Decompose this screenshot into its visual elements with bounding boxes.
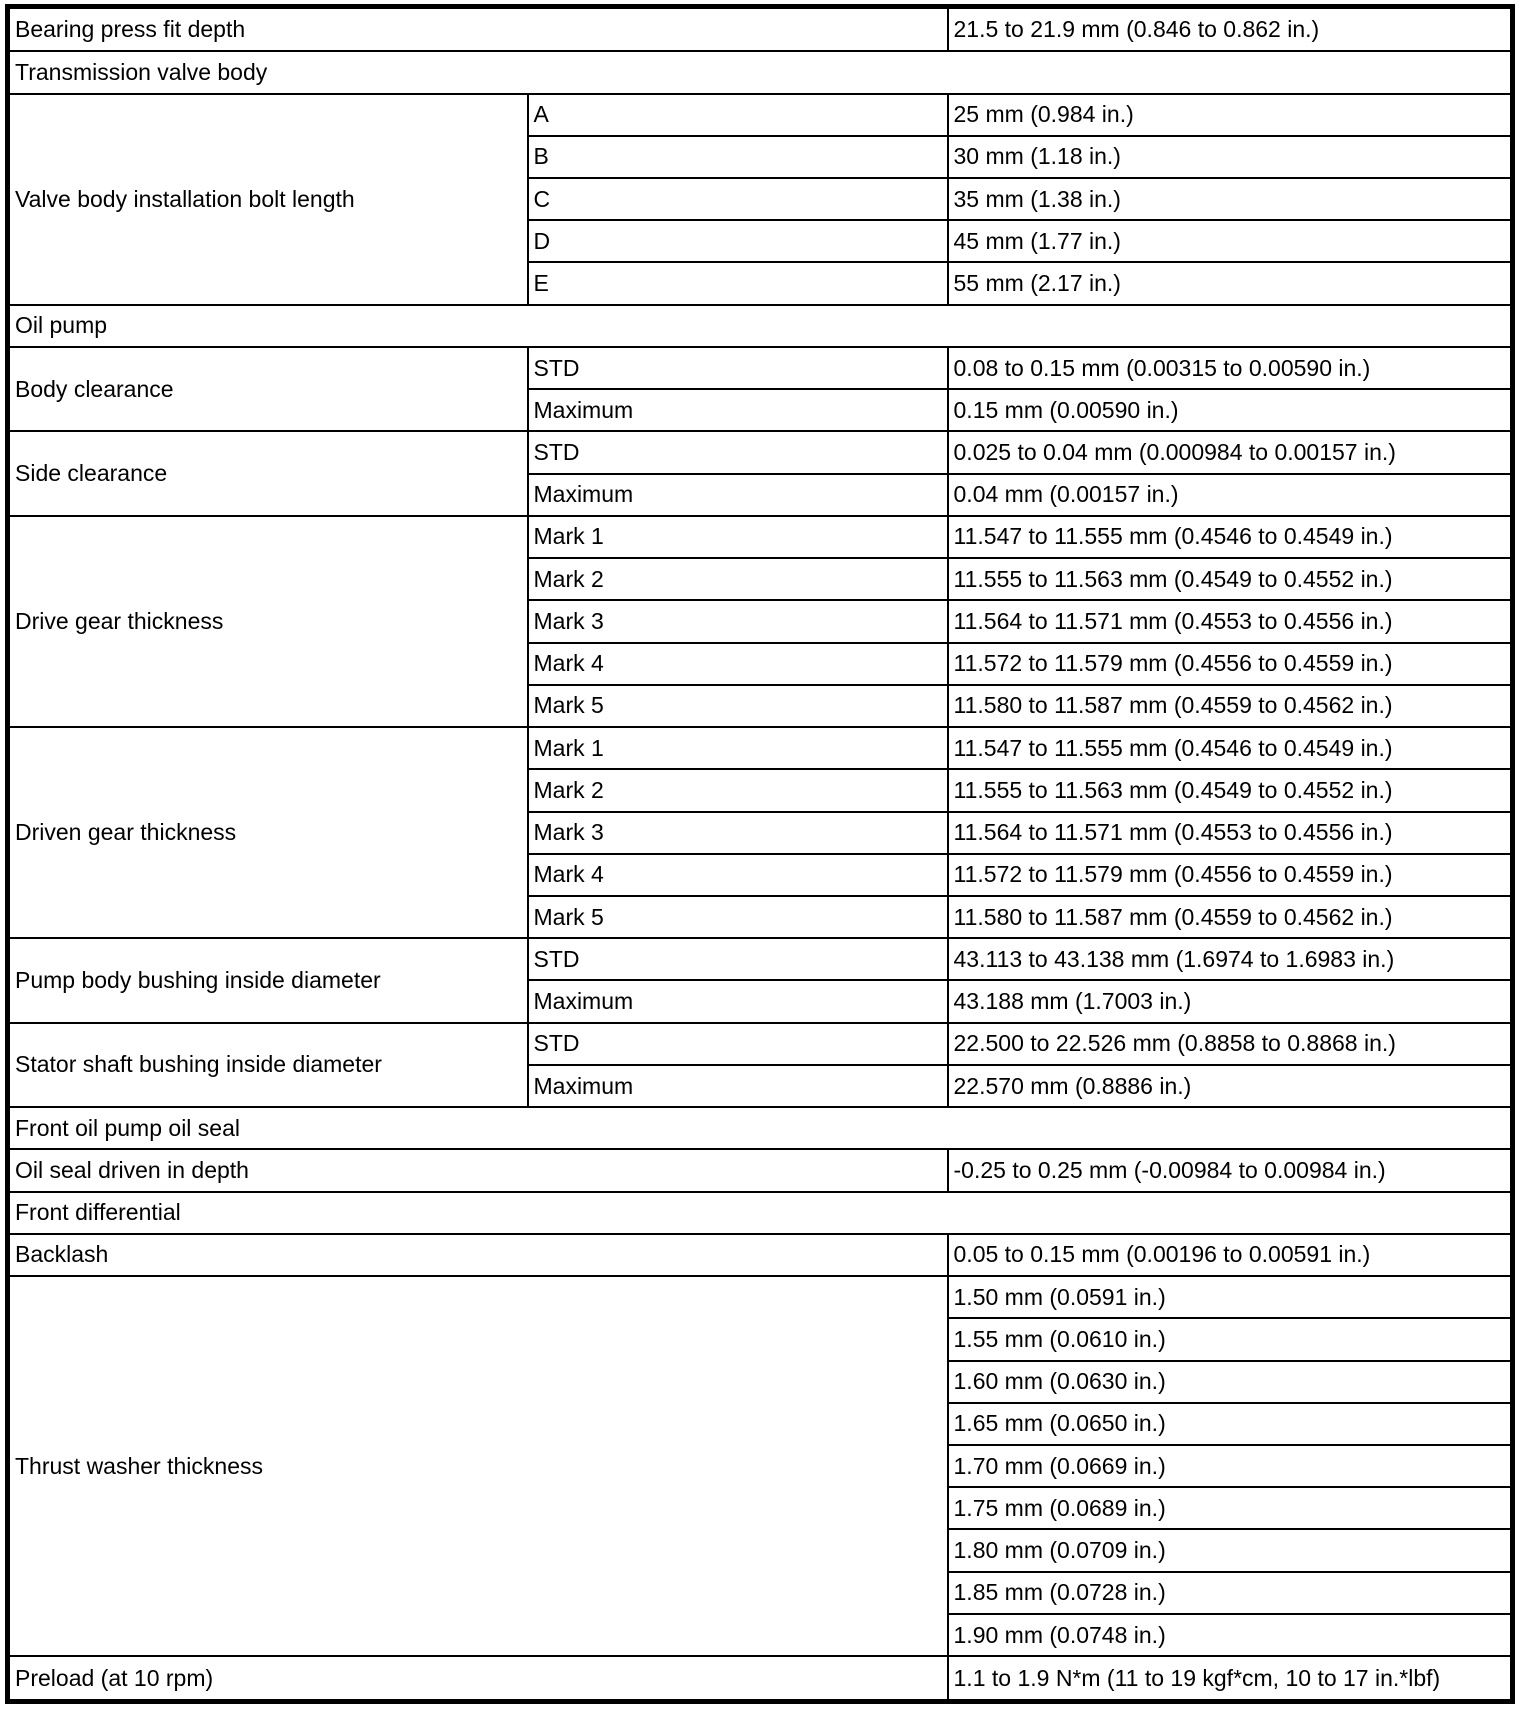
spec-label: Drive gear thickness — [8, 516, 528, 727]
spec-condition: A — [528, 94, 948, 136]
table-row — [8, 347, 1513, 389]
spec-value: 11.555 to 11.563 mm (0.4549 to 0.4552 in.) — [948, 558, 1513, 600]
spec-value: 55 mm (2.17 in.) — [948, 262, 1513, 304]
spec-condition: Mark 1 — [528, 727, 948, 769]
spec-label: Pump body bushing inside diameter — [8, 938, 528, 1022]
spec-value: 21.5 to 21.9 mm (0.846 to 0.862 in.) — [948, 7, 1513, 52]
section-title: Transmission valve body — [8, 51, 1513, 93]
spec-condition: Mark 3 — [528, 600, 948, 642]
table-row — [8, 1656, 1513, 1701]
table-row — [8, 94, 1513, 136]
spec-label: Valve body installation bolt length — [8, 94, 528, 305]
spec-value: 45 mm (1.77 in.) — [948, 220, 1513, 262]
spec-label: Preload (at 10 rpm) — [8, 1656, 948, 1701]
table-row — [8, 7, 1513, 52]
spec-value: -0.25 to 0.25 mm (-0.00984 to 0.00984 in.) — [948, 1149, 1513, 1191]
spec-value: 1.75 mm (0.0689 in.) — [948, 1487, 1513, 1529]
spec-condition: Maximum — [528, 474, 948, 516]
spec-condition: Mark 3 — [528, 812, 948, 854]
spec-value: 1.80 mm (0.0709 in.) — [948, 1529, 1513, 1571]
table-row — [8, 431, 1513, 473]
spec-value: 11.547 to 11.555 mm (0.4546 to 0.4549 in.) — [948, 727, 1513, 769]
table-row — [8, 1149, 1513, 1191]
specification-table-body — [8, 7, 1513, 1702]
section-title: Oil pump — [8, 305, 1513, 347]
spec-value: 1.70 mm (0.0669 in.) — [948, 1445, 1513, 1487]
spec-condition: STD — [528, 431, 948, 473]
spec-value: 11.572 to 11.579 mm (0.4556 to 0.4559 in.) — [948, 643, 1513, 685]
spec-label: Bearing press fit depth — [8, 7, 948, 52]
spec-value: 11.564 to 11.571 mm (0.4553 to 0.4556 in.) — [948, 812, 1513, 854]
spec-value: 11.547 to 11.555 mm (0.4546 to 0.4549 in.) — [948, 516, 1513, 558]
spec-label: Stator shaft bushing inside diameter — [8, 1023, 528, 1107]
spec-value: 1.85 mm (0.0728 in.) — [948, 1572, 1513, 1614]
spec-label: Driven gear thickness — [8, 727, 528, 938]
section-header-row — [8, 1107, 1513, 1149]
table-row — [8, 938, 1513, 980]
spec-value: 1.1 to 1.9 N*m (11 to 19 kgf*cm, 10 to 17 in.*lbf) — [948, 1656, 1513, 1701]
spec-value: 1.50 mm (0.0591 in.) — [948, 1276, 1513, 1318]
spec-condition: Mark 2 — [528, 769, 948, 811]
spec-value: 1.65 mm (0.0650 in.) — [948, 1403, 1513, 1445]
spec-condition: Mark 5 — [528, 685, 948, 727]
spec-condition: Maximum — [528, 1065, 948, 1107]
spec-condition: B — [528, 136, 948, 178]
spec-value: 22.570 mm (0.8886 in.) — [948, 1065, 1513, 1107]
spec-value: 11.580 to 11.587 mm (0.4559 to 0.4562 in.) — [948, 896, 1513, 938]
spec-condition: Mark 1 — [528, 516, 948, 558]
spec-condition: D — [528, 220, 948, 262]
section-title: Front oil pump oil seal — [8, 1107, 1513, 1149]
spec-condition: Maximum — [528, 389, 948, 431]
section-header-row — [8, 1192, 1513, 1234]
table-row — [8, 727, 1513, 769]
table-row — [8, 516, 1513, 558]
spec-condition: Mark 4 — [528, 854, 948, 896]
spec-condition: Maximum — [528, 980, 948, 1022]
spec-value: 11.564 to 11.571 mm (0.4553 to 0.4556 in.) — [948, 600, 1513, 642]
spec-label: Backlash — [8, 1234, 948, 1276]
spec-value: 11.580 to 11.587 mm (0.4559 to 0.4562 in.) — [948, 685, 1513, 727]
spec-condition: STD — [528, 938, 948, 980]
spec-value: 0.05 to 0.15 mm (0.00196 to 0.00591 in.) — [948, 1234, 1513, 1276]
specification-table — [5, 4, 1515, 1704]
spec-value: 22.500 to 22.526 mm (0.8858 to 0.8868 in.) — [948, 1023, 1513, 1065]
spec-condition: STD — [528, 347, 948, 389]
section-header-row — [8, 51, 1513, 93]
spec-value: 11.555 to 11.563 mm (0.4549 to 0.4552 in.) — [948, 769, 1513, 811]
spec-value: 25 mm (0.984 in.) — [948, 94, 1513, 136]
spec-value: 30 mm (1.18 in.) — [948, 136, 1513, 178]
spec-condition: Mark 2 — [528, 558, 948, 600]
spec-value: 0.025 to 0.04 mm (0.000984 to 0.00157 in.) — [948, 431, 1513, 473]
spec-value: 0.15 mm (0.00590 in.) — [948, 389, 1513, 431]
spec-value: 1.60 mm (0.0630 in.) — [948, 1361, 1513, 1403]
spec-value: 1.55 mm (0.0610 in.) — [948, 1318, 1513, 1360]
spec-condition: C — [528, 178, 948, 220]
spec-condition: Mark 4 — [528, 643, 948, 685]
table-row — [8, 1234, 1513, 1276]
spec-label: Body clearance — [8, 347, 528, 431]
spec-value: 0.08 to 0.15 mm (0.00315 to 0.00590 in.) — [948, 347, 1513, 389]
spec-condition: Mark 5 — [528, 896, 948, 938]
spec-label: Oil seal driven in depth — [8, 1149, 948, 1191]
spec-value: 1.90 mm (0.0748 in.) — [948, 1614, 1513, 1656]
table-row — [8, 1276, 1513, 1318]
spec-value: 43.188 mm (1.7003 in.) — [948, 980, 1513, 1022]
table-row — [8, 1023, 1513, 1065]
spec-value: 43.113 to 43.138 mm (1.6974 to 1.6983 in.) — [948, 938, 1513, 980]
section-title: Front differential — [8, 1192, 1513, 1234]
spec-label: Side clearance — [8, 431, 528, 515]
spec-value: 11.572 to 11.579 mm (0.4556 to 0.4559 in.) — [948, 854, 1513, 896]
spec-label: Thrust washer thickness — [8, 1276, 948, 1656]
section-header-row — [8, 305, 1513, 347]
spec-value: 35 mm (1.38 in.) — [948, 178, 1513, 220]
spec-condition: E — [528, 262, 948, 304]
spec-value: 0.04 mm (0.00157 in.) — [948, 474, 1513, 516]
spec-condition: STD — [528, 1023, 948, 1065]
